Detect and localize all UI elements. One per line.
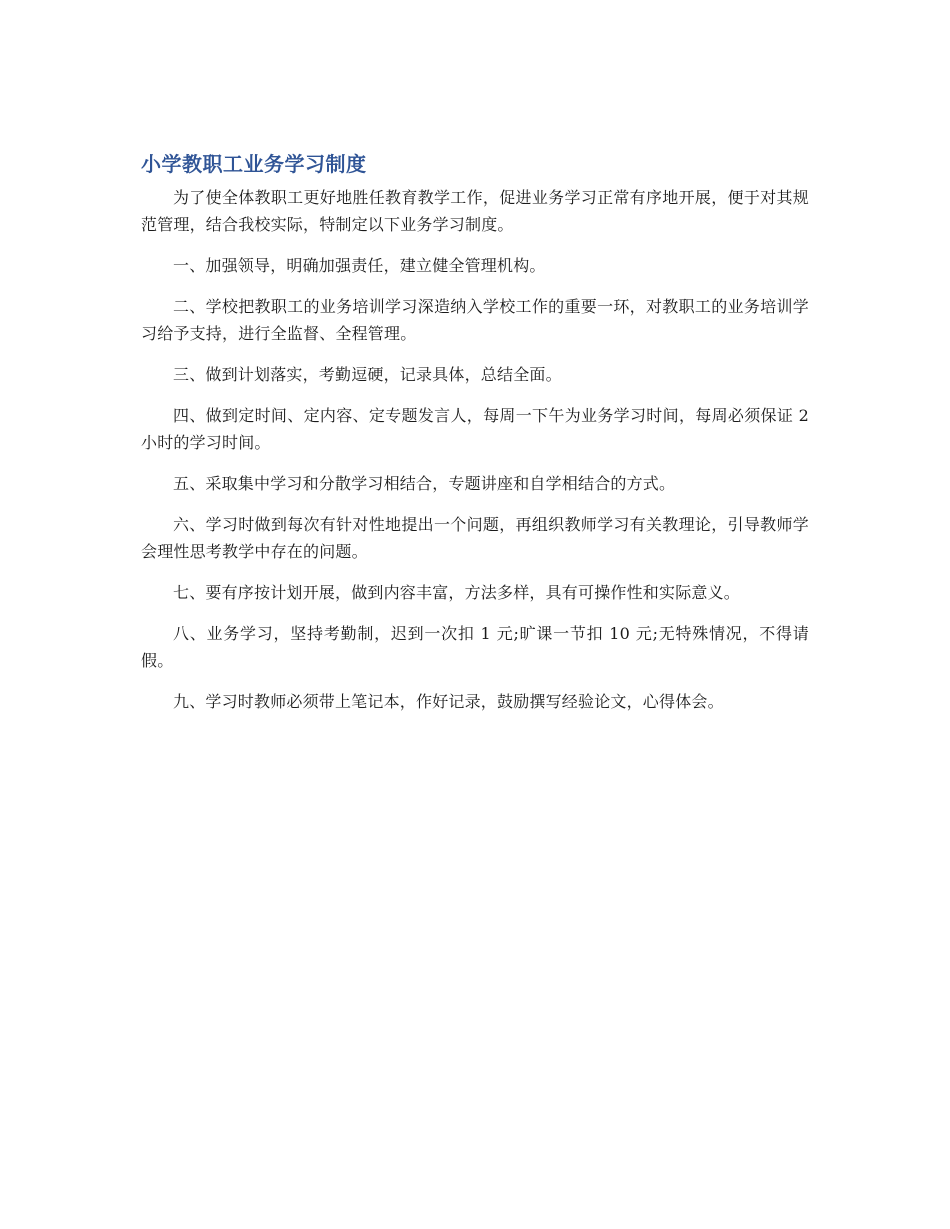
rule-paragraph-6: 六、学习时做到每次有针对性地提出一个问题，再组织教师学习有关教理论，引导教师学会理性思考教学中存在的问题。 [141, 515, 809, 561]
document-page [141, 150, 809, 729]
rule-paragraph-4: 四、做到定时间、定内容、定专题发言人，每周一下午为业务学习时间，每周必须保证 2 小时的学习时间。 [141, 406, 809, 452]
rule-paragraph-7: 七、要有序按计划开展，做到内容丰富，方法多样，具有可操作性和实际意义。 [173, 583, 741, 602]
rule-paragraph-1: 一、加强领导，明确加强责任，建立健全管理机构。 [173, 256, 546, 275]
rule-paragraph-3: 三、做到计划落实，考勤逗硬，记录具体，总结全面。 [173, 365, 562, 384]
document-title: 小学教职工业务学习制度 [141, 152, 367, 176]
rule-paragraph-9: 九、学习时教师必须带上笔记本，作好记录，鼓励撰写经验论文，心得体会。 [173, 692, 724, 711]
rule-paragraph-5: 五、采取集中学习和分散学习相结合，专题讲座和自学相结合的方式。 [173, 474, 676, 493]
rule-paragraph-2: 二、学校把教职工的业务培训学习深造纳入学校工作的重要一环，对教职工的业务培训学习给予支持，进行全监督、全程管理。 [141, 297, 809, 343]
intro-paragraph: 为了使全体教职工更好地胜任教育教学工作，促进业务学习正常有序地开展，便于对其规范管理，结合我校实际，特制定以下业务学习制度。 [141, 188, 809, 234]
rule-paragraph-8: 八、业务学习，坚持考勤制，迟到一次扣 1 元;旷课一节扣 10 元;无特殊情况，不得请假。 [141, 624, 809, 670]
